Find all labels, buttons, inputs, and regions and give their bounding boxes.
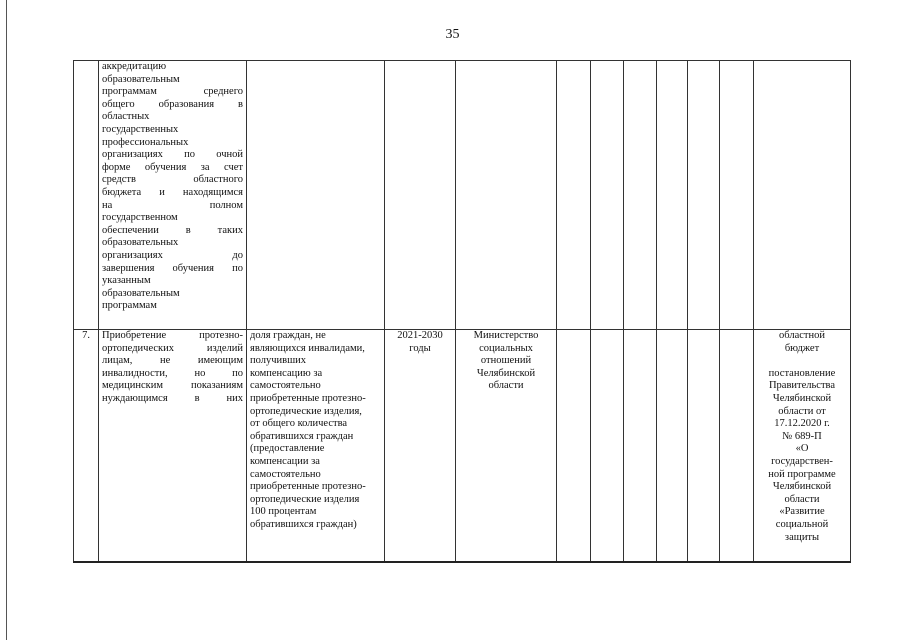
text-line: Министерство	[473, 330, 539, 341]
text-line: государственных	[102, 123, 179, 135]
text-line: форме обучения за счет	[102, 161, 243, 173]
text-line: компенсацию за	[250, 367, 323, 379]
year-value-cell	[591, 61, 624, 330]
program-activities-table	[73, 60, 851, 563]
text-line: № 689-П	[782, 430, 822, 442]
text-line: общего образования в	[102, 98, 243, 110]
text-line: нуждающимся в них	[102, 392, 243, 404]
text-line: организациях по очной	[102, 149, 243, 161]
text-line: Челябинской	[476, 367, 536, 379]
text-line: программам	[102, 300, 157, 312]
text-line: обратившихся граждан)	[250, 518, 357, 530]
text-line: Челябинской	[772, 481, 832, 493]
year-value-cell	[688, 330, 720, 562]
year-value-cell	[557, 61, 591, 330]
year-value-cell	[591, 330, 624, 562]
text-line: отношений	[480, 355, 532, 367]
year-value-cell	[624, 330, 657, 562]
text-line: «О	[795, 443, 809, 455]
text-line: Челябинской	[772, 392, 832, 404]
text-line: доля граждан, не	[250, 330, 326, 341]
blank-line	[757, 355, 847, 368]
text-line: ортопедические изделия	[250, 493, 360, 505]
text-line: получивших	[250, 355, 307, 367]
text-line: 100 процентам	[250, 506, 317, 518]
activity-cell	[99, 330, 247, 562]
period-cell	[385, 330, 456, 562]
text-line: постановление	[768, 367, 836, 379]
source-cell	[754, 61, 851, 330]
text-line: самостоятельно	[250, 468, 321, 480]
year-value-cell	[657, 330, 688, 562]
text-line: самостоятельно	[250, 380, 321, 392]
page-number: 35	[445, 27, 460, 42]
text-line: областной	[779, 330, 825, 341]
activity-cell	[99, 61, 247, 330]
text-line: Приобретение протезно-	[102, 330, 243, 341]
text-line: бюджета и находящимся	[102, 186, 243, 198]
executor-cell	[456, 330, 557, 562]
year-value-cell	[720, 330, 754, 562]
text-line: областных	[102, 111, 150, 123]
row-number-cell	[74, 61, 99, 330]
period-cell	[385, 61, 456, 330]
year-value-cell	[624, 61, 657, 330]
executor-cell	[456, 61, 557, 330]
indicator-cell	[247, 330, 385, 562]
text-line: годы	[409, 342, 431, 354]
text-line: от общего количества	[250, 418, 348, 430]
table-row	[74, 61, 851, 330]
text-line: (предоставление	[250, 443, 325, 455]
text-line: организациях до	[102, 249, 243, 261]
year-value-cell	[688, 61, 720, 330]
text-line: области от	[778, 405, 826, 417]
page-binding-line	[6, 0, 7, 640]
text-line: социальной	[775, 518, 829, 530]
text-line: образовательным	[102, 73, 180, 85]
text-line: области	[488, 380, 524, 392]
text-line: Правительства	[768, 380, 836, 392]
year-value-cell	[657, 61, 688, 330]
text-line: обеспечении в таких	[102, 224, 243, 236]
text-line: указанным	[102, 275, 151, 287]
text-line: бюджет	[784, 342, 820, 354]
text-line: образовательных	[102, 237, 179, 249]
text-line: компенсации за	[250, 455, 320, 467]
indicator-cell	[247, 61, 385, 330]
text-line: аккредитацию	[102, 61, 167, 72]
text-line: ортопедические изделия,	[250, 405, 362, 417]
text-line: профессиональных	[102, 136, 189, 148]
text-line: медицинским показаниям	[102, 380, 243, 392]
text-line: средств областного	[102, 174, 243, 186]
text-line: приобретенные протезно-	[250, 481, 366, 493]
text-line: социальных	[479, 342, 533, 354]
text-line: 2021-2030	[397, 330, 443, 341]
text-line: приобретенные протезно-	[250, 392, 366, 404]
text-line: обратившихся граждан	[250, 430, 354, 442]
row-number-cell: 7.	[74, 330, 99, 562]
text-line: защиты	[784, 531, 820, 543]
text-line: образовательным	[102, 287, 180, 299]
text-line: государствен-	[771, 455, 833, 467]
text-line: на полном	[102, 199, 243, 211]
text-line: 17.12.2020 г.	[774, 418, 830, 430]
text-line: программам среднего	[102, 86, 243, 98]
text-line: области	[784, 493, 820, 505]
table-row	[74, 330, 851, 562]
year-value-cell	[720, 61, 754, 330]
text-line: завершения обучения по	[102, 262, 243, 274]
text-line: «Развитие	[779, 506, 825, 518]
text-line: государственном	[102, 212, 178, 224]
text-line: инвалидности, но по	[102, 367, 243, 379]
text-line: являющихся инвалидами,	[250, 342, 365, 354]
text-line: лицам, не имеющим	[102, 355, 243, 367]
source-cell	[754, 330, 851, 562]
year-value-cell	[557, 330, 591, 562]
text-line: ной программе	[768, 468, 836, 480]
text-line: ортопедических изделий	[102, 342, 243, 354]
